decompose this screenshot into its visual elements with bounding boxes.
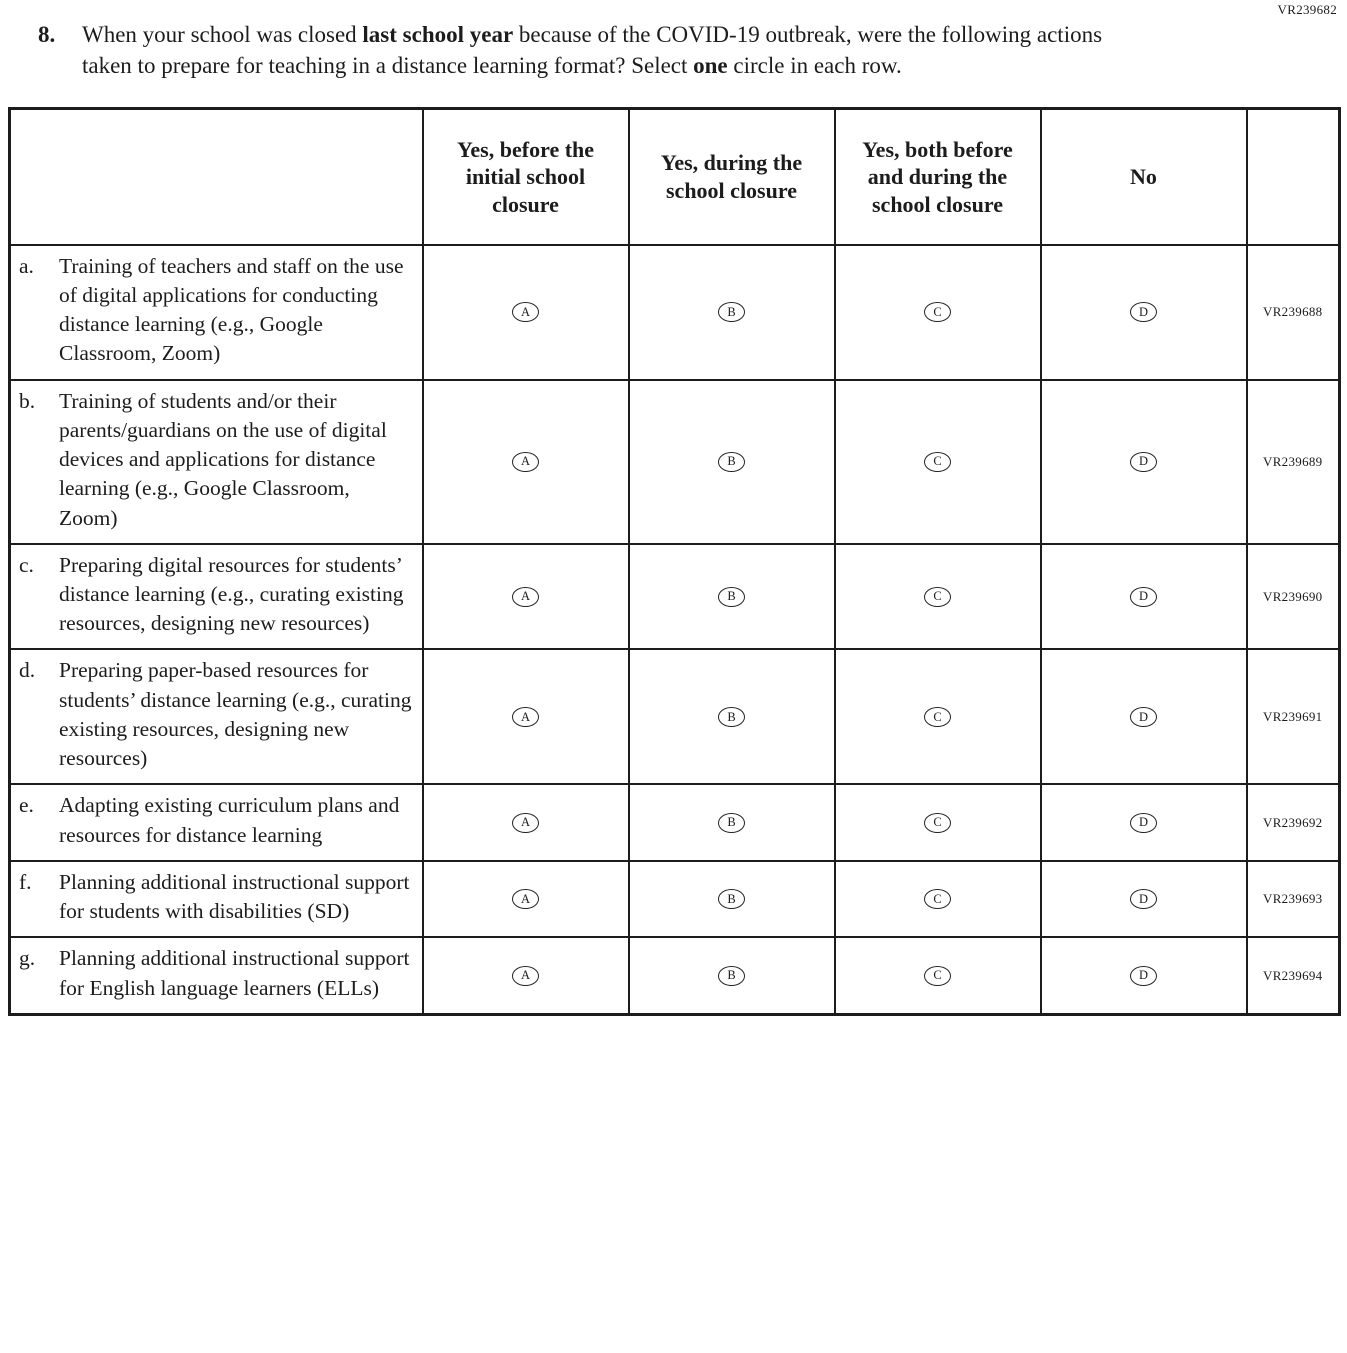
option-a-bubble[interactable] bbox=[512, 302, 539, 322]
answer-cell bbox=[423, 937, 629, 1014]
option-letter: A bbox=[520, 709, 531, 724]
option-letter: A bbox=[520, 589, 531, 604]
option-d-bubble[interactable] bbox=[1130, 302, 1157, 322]
table-row-g bbox=[10, 937, 1340, 1014]
option-letter: A bbox=[520, 815, 531, 830]
option-c-bubble[interactable] bbox=[924, 707, 951, 727]
question-text-segment: because of the COVID-19 outbreak, were the following actions taken to prepare for teaching in a distance learning format? Select bbox=[82, 22, 1103, 78]
option-letter: A bbox=[520, 304, 531, 319]
option-d-bubble[interactable] bbox=[1130, 889, 1157, 909]
row-label: Preparing digital resources for students’ distance learning (e.g., curating existing resources, designing new resources) bbox=[59, 552, 404, 636]
row-item-cell bbox=[10, 544, 423, 650]
option-letter: A bbox=[520, 454, 531, 469]
option-d-bubble[interactable] bbox=[1130, 707, 1157, 727]
option-letter: C bbox=[933, 589, 942, 604]
row-vr-code: VR239691 bbox=[1247, 649, 1340, 784]
option-letter: D bbox=[1138, 968, 1149, 983]
row-letter: d. bbox=[19, 658, 36, 683]
question-text-bold: last school year bbox=[362, 22, 514, 47]
option-d-bubble[interactable] bbox=[1130, 966, 1157, 986]
row-vr-code: VR239688 bbox=[1247, 245, 1340, 380]
option-letter: D bbox=[1138, 304, 1149, 319]
option-c-bubble[interactable] bbox=[924, 452, 951, 472]
row-letter: a. bbox=[19, 253, 34, 278]
option-letter: D bbox=[1138, 454, 1149, 469]
table-row-e bbox=[10, 784, 1340, 860]
row-item-cell bbox=[10, 861, 423, 937]
option-letter: C bbox=[933, 968, 942, 983]
row-vr-code: VR239693 bbox=[1247, 861, 1340, 937]
answer-cell bbox=[835, 937, 1041, 1014]
table-header bbox=[10, 109, 1340, 245]
option-a-bubble[interactable] bbox=[512, 707, 539, 727]
row-vr-code: VR239690 bbox=[1247, 544, 1340, 650]
option-c-bubble[interactable] bbox=[924, 587, 951, 607]
table-row-d bbox=[10, 649, 1340, 784]
answer-cell bbox=[1041, 544, 1247, 650]
option-letter: B bbox=[727, 968, 736, 983]
option-c-bubble[interactable] bbox=[924, 813, 951, 833]
option-letter: D bbox=[1138, 815, 1149, 830]
option-letter: A bbox=[520, 968, 531, 983]
row-item-cell bbox=[10, 245, 423, 380]
row-label: Planning additional instructional support for students with disabilities (SD) bbox=[59, 869, 410, 924]
option-a-bubble[interactable] bbox=[512, 966, 539, 986]
answer-cell bbox=[1041, 937, 1247, 1014]
answer-cell bbox=[835, 245, 1041, 380]
row-item-cell bbox=[10, 784, 423, 860]
option-letter: C bbox=[933, 815, 942, 830]
answer-cell bbox=[629, 380, 835, 544]
answer-cell bbox=[423, 861, 629, 937]
option-letter: C bbox=[933, 891, 942, 906]
answer-cell bbox=[629, 544, 835, 650]
row-item-cell bbox=[10, 937, 423, 1014]
answer-cell bbox=[1041, 380, 1247, 544]
option-c-bubble[interactable] bbox=[924, 889, 951, 909]
row-letter: f. bbox=[19, 869, 32, 894]
row-letter: b. bbox=[19, 388, 36, 413]
header-yes-before: Yes, before the initial school closure bbox=[423, 109, 629, 245]
table-row-a bbox=[10, 245, 1340, 380]
row-vr-code: VR239694 bbox=[1247, 937, 1340, 1014]
header-row bbox=[10, 109, 1340, 245]
option-a-bubble[interactable] bbox=[512, 889, 539, 909]
row-letter: g. bbox=[19, 946, 36, 971]
row-vr-code: VR239689 bbox=[1247, 380, 1340, 544]
option-letter: D bbox=[1138, 589, 1149, 604]
header-vr-column bbox=[1247, 109, 1340, 245]
option-letter: A bbox=[520, 891, 531, 906]
row-vr-code: VR239692 bbox=[1247, 784, 1340, 860]
option-letter: B bbox=[727, 815, 736, 830]
answer-cell bbox=[423, 380, 629, 544]
option-b-bubble[interactable] bbox=[718, 707, 745, 727]
answer-cell bbox=[423, 245, 629, 380]
answer-cell bbox=[1041, 245, 1247, 380]
option-letter: C bbox=[933, 454, 942, 469]
question-text-bold: one bbox=[693, 52, 728, 78]
answer-cell bbox=[835, 861, 1041, 937]
answer-cell bbox=[423, 649, 629, 784]
option-d-bubble[interactable] bbox=[1130, 452, 1157, 472]
option-letter: B bbox=[727, 891, 736, 906]
answer-cell bbox=[835, 784, 1041, 860]
answer-cell bbox=[629, 245, 835, 380]
table-row-f bbox=[10, 861, 1340, 937]
option-letter: B bbox=[727, 589, 736, 604]
header-item-column bbox=[10, 109, 423, 245]
response-table bbox=[8, 107, 1341, 1016]
option-b-bubble[interactable] bbox=[718, 302, 745, 322]
question-number: 8. bbox=[38, 22, 56, 47]
table-body bbox=[10, 245, 1340, 1015]
answer-cell bbox=[835, 544, 1041, 650]
row-label: Training of students and/or their parents/guardians on the use of digital devices and applications for distance learning (e.g., Google Classroom, Zoom) bbox=[59, 388, 387, 530]
question-8 bbox=[38, 20, 1339, 81]
option-b-bubble[interactable] bbox=[718, 452, 745, 472]
header-yes-both: Yes, both before and during the school closure bbox=[835, 109, 1041, 245]
option-c-bubble[interactable] bbox=[924, 966, 951, 986]
option-b-bubble[interactable] bbox=[718, 813, 745, 833]
answer-cell bbox=[629, 784, 835, 860]
option-d-bubble[interactable] bbox=[1130, 587, 1157, 607]
row-letter: c. bbox=[19, 552, 34, 577]
option-letter: B bbox=[727, 709, 736, 724]
option-a-bubble[interactable] bbox=[512, 813, 539, 833]
row-label: Training of teachers and staff on the use of digital applications for conducting distance learning (e.g., Google Classroom, Zoom) bbox=[59, 253, 404, 366]
answer-cell bbox=[1041, 861, 1247, 937]
answer-cell bbox=[835, 649, 1041, 784]
question-text bbox=[82, 20, 1137, 81]
option-letter: B bbox=[727, 304, 736, 319]
form-vr-code: VR239682 bbox=[1277, 2, 1337, 17]
option-letter: D bbox=[1138, 891, 1149, 906]
answer-cell bbox=[629, 937, 835, 1014]
question-text-segment: circle in each row. bbox=[727, 52, 902, 78]
row-letter: e. bbox=[19, 793, 34, 818]
answer-cell bbox=[1041, 649, 1247, 784]
answer-cell bbox=[629, 861, 835, 937]
option-b-bubble[interactable] bbox=[718, 587, 745, 607]
table-row-c bbox=[10, 544, 1340, 650]
answer-cell bbox=[629, 649, 835, 784]
row-item-cell bbox=[10, 649, 423, 784]
row-label: Preparing paper-based resources for students’ distance learning (e.g., curating existing resources, designing new resources) bbox=[59, 658, 412, 771]
option-a-bubble[interactable] bbox=[512, 452, 539, 472]
answer-cell bbox=[423, 544, 629, 650]
option-b-bubble[interactable] bbox=[718, 966, 745, 986]
row-label: Planning additional instructional support for English language learners (ELLs) bbox=[59, 946, 410, 1000]
header-no: No bbox=[1041, 109, 1247, 245]
row-label: Adapting existing curriculum plans and resources for distance learning bbox=[59, 793, 400, 847]
answer-cell bbox=[835, 380, 1041, 544]
option-c-bubble[interactable] bbox=[924, 302, 951, 322]
option-letter: C bbox=[933, 304, 942, 319]
option-letter: B bbox=[727, 454, 736, 469]
answer-cell bbox=[1041, 784, 1247, 860]
question-text-segment: When your school was closed bbox=[82, 22, 363, 47]
table-row-b bbox=[10, 380, 1340, 544]
option-d-bubble[interactable] bbox=[1130, 813, 1157, 833]
row-item-cell bbox=[10, 380, 423, 544]
option-letter: D bbox=[1138, 709, 1149, 724]
answer-cell bbox=[423, 784, 629, 860]
option-b-bubble[interactable] bbox=[718, 889, 745, 909]
header-yes-during: Yes, during the school closure bbox=[629, 109, 835, 245]
option-a-bubble[interactable] bbox=[512, 587, 539, 607]
option-letter: C bbox=[933, 709, 942, 724]
